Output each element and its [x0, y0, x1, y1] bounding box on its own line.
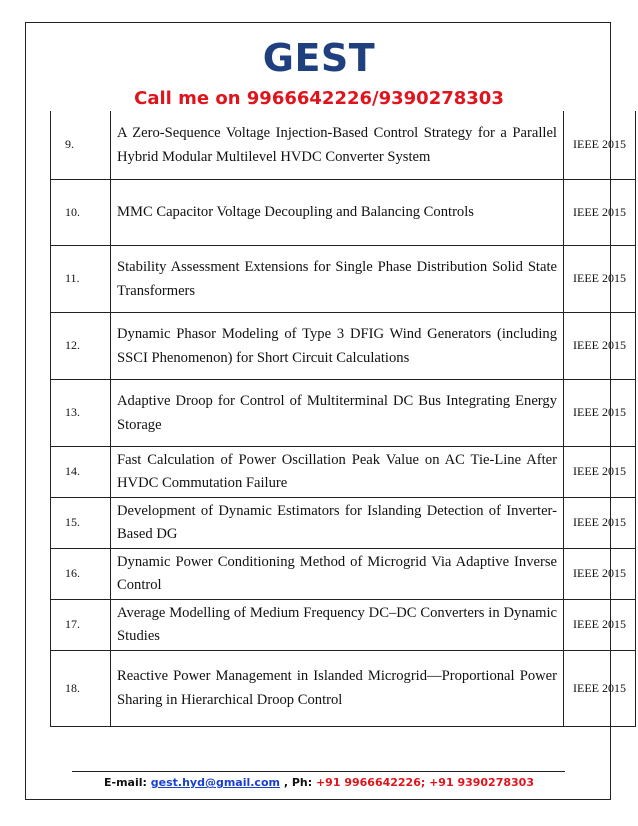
row-title: Development of Dynamic Estimators for Islanding Detection of Inverter-Based DG: [111, 497, 564, 548]
table-row: [51, 179, 636, 245]
row-number: 10.: [51, 179, 111, 245]
row-number: 16.: [51, 548, 111, 599]
footer: [0, 776, 638, 789]
table-row: [51, 312, 636, 379]
row-number: 17.: [51, 599, 111, 650]
row-venue: IEEE 2015: [564, 379, 636, 446]
table-row: [51, 548, 636, 599]
row-number: 15.: [51, 497, 111, 548]
row-title: Adaptive Droop for Control of Multiterminal DC Bus Integrating Energy Storage: [111, 379, 564, 446]
row-title: Average Modelling of Medium Frequency DC–DC Converters in Dynamic Studies: [111, 599, 564, 650]
footer-phones: +91 9966642226; +91 9390278303: [315, 776, 534, 789]
row-title: Stability Assessment Extensions for Single Phase Distribution Solid State Transformers: [111, 245, 564, 312]
footer-email-label: E-mail:: [104, 776, 147, 789]
row-venue: IEEE 2015: [564, 599, 636, 650]
brand-title: GEST: [262, 36, 376, 80]
row-number: 9.: [51, 111, 111, 179]
row-venue: IEEE 2015: [564, 179, 636, 245]
footer-phone-label: , Ph:: [283, 776, 313, 789]
row-number: 11.: [51, 245, 111, 312]
row-venue: IEEE 2015: [564, 497, 636, 548]
table-row: [51, 497, 636, 548]
table-row: [51, 111, 636, 179]
row-number: 12.: [51, 312, 111, 379]
row-title: Fast Calculation of Power Oscillation Peak Value on AC Tie-Line After HVDC Commutation Failure: [111, 446, 564, 497]
row-venue: IEEE 2015: [564, 111, 636, 179]
table-row: [51, 245, 636, 312]
row-title: Reactive Power Management in Islanded Microgrid—Proportional Power Sharing in Hierarchical Droop Control: [111, 650, 564, 726]
footer-email-link[interactable]: gest.hyd@gmail.com: [150, 776, 280, 789]
row-number: 13.: [51, 379, 111, 446]
projects-table: [50, 111, 636, 727]
row-title: Dynamic Power Conditioning Method of Microgrid Via Adaptive Inverse Control: [111, 548, 564, 599]
row-venue: IEEE 2015: [564, 245, 636, 312]
footer-divider: [72, 771, 565, 772]
row-venue: IEEE 2015: [564, 312, 636, 379]
row-title: MMC Capacitor Voltage Decoupling and Balancing Controls: [111, 179, 564, 245]
row-venue: IEEE 2015: [564, 446, 636, 497]
row-venue: IEEE 2015: [564, 650, 636, 726]
table-row: [51, 446, 636, 497]
call-line: Call me on 9966642226/9390278303: [134, 88, 504, 109]
row-title: Dynamic Phasor Modeling of Type 3 DFIG Wind Generators (including SSCI Phenomenon) for Short Circuit Calculations: [111, 312, 564, 379]
row-number: 14.: [51, 446, 111, 497]
row-number: 18.: [51, 650, 111, 726]
table-row: [51, 599, 636, 650]
table-row: [51, 650, 636, 726]
row-venue: IEEE 2015: [564, 548, 636, 599]
row-title: A Zero-Sequence Voltage Injection-Based Control Strategy for a Parallel Hybrid Modular Multilevel HVDC Converter System: [111, 111, 564, 179]
table-row: [51, 379, 636, 446]
